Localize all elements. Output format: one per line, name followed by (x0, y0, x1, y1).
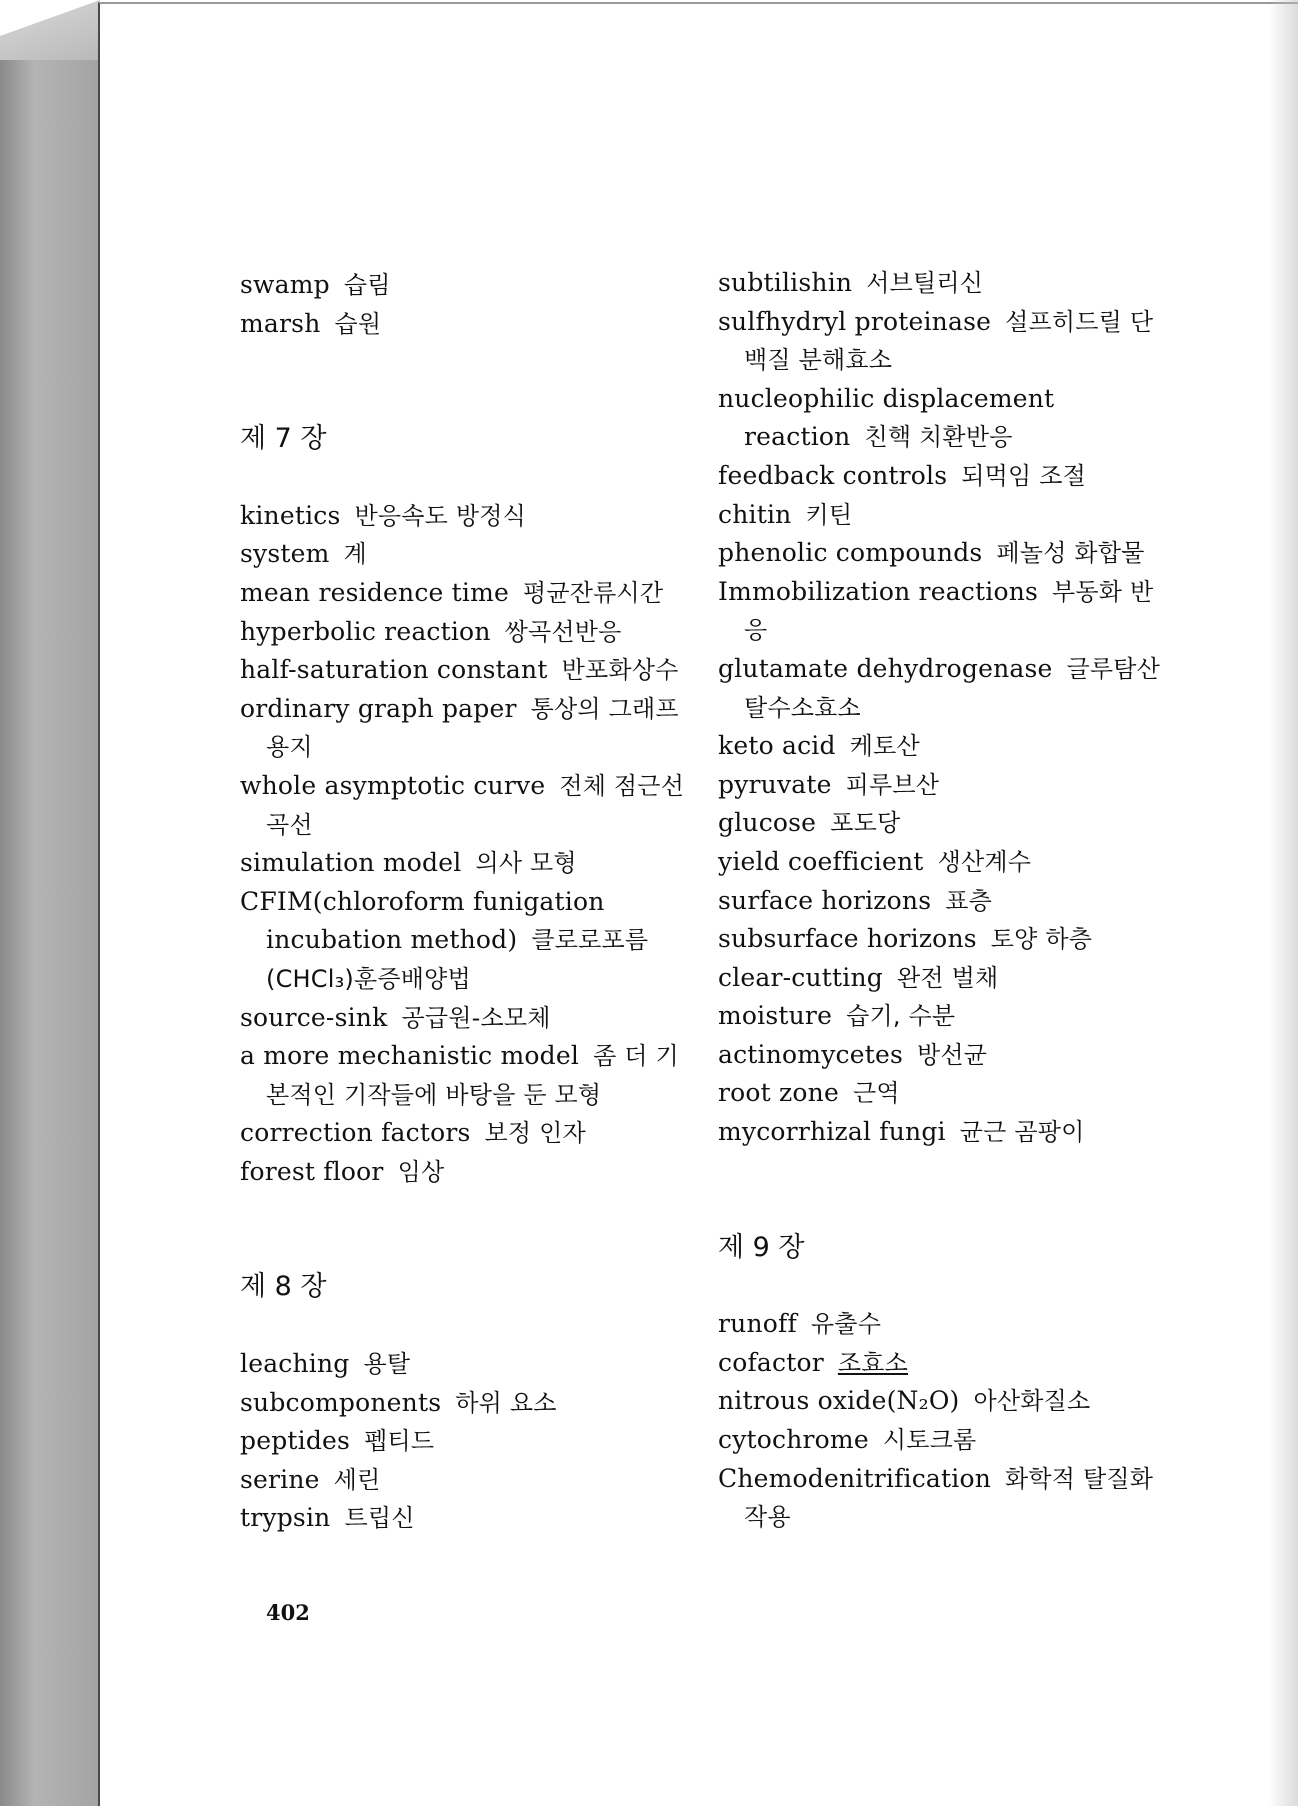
translation: 펩티드 (364, 1427, 435, 1456)
term: Immobilization reactions (718, 576, 1039, 606)
glossary-entry (718, 766, 1168, 805)
glossary-entry (718, 650, 1168, 727)
term: cytochrome (718, 1425, 869, 1455)
translation: 용탈 (363, 1350, 411, 1379)
term: correction factors (240, 1118, 471, 1148)
translation: 균근 곰팡이 (959, 1118, 1085, 1147)
glossary-entry (718, 264, 1168, 303)
term: CFIM(chloroform funigation incubation method) (240, 886, 605, 955)
translation: 키틴 (805, 500, 853, 529)
translation: 생산계수 (937, 847, 1032, 876)
term: mean residence time (240, 577, 510, 607)
term: Chemodenitrification (718, 1463, 992, 1493)
glossary-entry (718, 920, 1168, 959)
translation: 반응속도 방정식 (354, 501, 527, 530)
term: marsh (240, 308, 321, 338)
glossary-entry (718, 997, 1168, 1036)
translation: 완전 벌채 (897, 963, 999, 992)
term: pyruvate (718, 769, 832, 799)
translation: 되먹임 조절 (961, 461, 1087, 490)
glossary-entry (718, 1344, 1168, 1383)
glossary-entry (718, 1421, 1168, 1460)
glossary-entry (240, 266, 685, 305)
term: leaching (240, 1349, 350, 1379)
translation: 평균잔류시간 (523, 578, 664, 607)
chapter-heading: 제 8 장 (240, 1271, 327, 1303)
translation: 표층 (945, 886, 993, 915)
glossary-entry (718, 380, 1168, 457)
term: swamp (240, 270, 330, 299)
translation: 토양 하층 (990, 925, 1093, 954)
glossary-entry (240, 1037, 685, 1114)
term: actinomycetes (718, 1039, 903, 1069)
book-spine (0, 50, 98, 1806)
term: chitin (718, 499, 792, 529)
translation: 화학적 탈질화 작용 (744, 1464, 1154, 1532)
translation: 방선균 (917, 1040, 988, 1069)
term: glutamate dehydrogenase (718, 653, 1053, 683)
term: a more mechanistic model (240, 1041, 580, 1071)
translation: 유출수 (810, 1310, 882, 1339)
spacer (718, 1152, 1168, 1229)
glossary-entry (240, 305, 685, 344)
term: glucose (718, 808, 817, 838)
term: root zone (718, 1078, 839, 1108)
translation: 클로로포름 (CHCl₃)훈증배양법 (266, 926, 649, 993)
glossary-entry (240, 844, 685, 883)
term: peptides (240, 1426, 351, 1456)
translation: 공급원-소모체 (401, 1003, 551, 1032)
translation: 임상 (397, 1157, 445, 1186)
term: forest floor (240, 1156, 384, 1186)
glossary-entry (240, 1345, 685, 1384)
term: nucleophilic displacement reaction (718, 383, 1055, 452)
term: source-sink (240, 1002, 388, 1032)
page-number: 402 (266, 1600, 310, 1625)
chapter-heading: 제 9 장 (718, 1231, 805, 1263)
glossary-entry (240, 1384, 685, 1423)
term: subsurface horizons (718, 924, 977, 954)
term: keto acid (718, 731, 836, 761)
term: system (240, 539, 330, 569)
glossary-entry (240, 1153, 685, 1192)
glossary-entry (718, 496, 1168, 535)
spacer (240, 343, 685, 420)
translation: 조효소 (837, 1348, 909, 1377)
glossary-entry (240, 1461, 685, 1500)
translation: 쌍곡선반응 (504, 617, 622, 646)
term: runoff (718, 1309, 797, 1339)
term: surface horizons (718, 885, 932, 915)
spacer (240, 459, 685, 497)
translation: 습기, 수분 (846, 1002, 956, 1031)
glossary-entry (240, 535, 685, 574)
translation: 글루탐산 탈수소효소 (744, 654, 1161, 722)
translation: 보정 인자 (484, 1119, 586, 1148)
glossary-entry (718, 457, 1168, 496)
glossary-entry (718, 843, 1168, 882)
chapter-heading: 제 7 장 (240, 423, 327, 455)
translation: 케토산 (849, 732, 920, 761)
glossary-entry (718, 303, 1168, 380)
glossary-entry (718, 727, 1168, 766)
translation: 포도당 (830, 809, 901, 838)
term: sulfhydryl proteinase (718, 306, 992, 336)
term: moisture (718, 1001, 833, 1031)
translation: 시토크롬 (882, 1426, 977, 1455)
term: half-saturation constant (240, 655, 548, 685)
glossary-entry (718, 1305, 1168, 1344)
term: serine (240, 1464, 320, 1494)
translation: 반포화상수 (561, 656, 679, 685)
page-edge-shadow (1268, 0, 1298, 1806)
glossary-entry (718, 1382, 1168, 1421)
glossary-entry (240, 1114, 685, 1153)
glossary-entry (718, 804, 1168, 843)
term: feedback controls (718, 460, 948, 490)
translation: 페놀성 화합물 (996, 539, 1145, 568)
glossary-entry (240, 497, 685, 536)
glossary-entry (240, 613, 685, 652)
translation: 습림 (343, 271, 391, 299)
translation: 의사 모형 (475, 849, 577, 878)
translation: 전체 점근선 곡선 (266, 771, 685, 839)
term: clear-cutting (718, 962, 883, 992)
translation: 아산화질소 (973, 1387, 1091, 1416)
term: subtilishin (718, 268, 853, 297)
term: nitrous oxide(N₂O) (718, 1386, 960, 1416)
translation: 통상의 그래프 용지 (266, 694, 679, 762)
translation: 습원 (334, 309, 382, 338)
term: phenolic compounds (718, 538, 983, 568)
glossary-entry (718, 1113, 1168, 1152)
glossary-entry (718, 882, 1168, 921)
glossary-entry (240, 574, 685, 613)
translation: 서브틸리신 (866, 269, 984, 297)
translation: 좀 더 기본적인 기작들에 바탕을 둔 모형 (266, 1042, 679, 1109)
spacer (240, 1307, 685, 1345)
term: hyperbolic reaction (240, 616, 491, 646)
term: mycorrhizal fungi (718, 1117, 946, 1147)
translation: 근역 (852, 1079, 900, 1108)
glossary-entry (240, 883, 685, 999)
book-spine-top (0, 0, 100, 60)
term: ordinary graph paper (240, 693, 517, 723)
right-column (718, 264, 1168, 1537)
glossary-entry (240, 651, 685, 690)
term: cofactor (718, 1347, 824, 1377)
term: trypsin (240, 1503, 331, 1533)
glossary-entry (240, 767, 685, 844)
glossary-entry (718, 573, 1168, 650)
translation: 피루브산 (845, 770, 940, 799)
glossary-entry (240, 1499, 685, 1538)
glossary-entry (240, 690, 685, 767)
translation: 계 (343, 540, 367, 569)
spacer (240, 1191, 685, 1268)
translation: 친핵 치환반응 (864, 423, 1013, 452)
glossary-entry (240, 999, 685, 1038)
term: whole asymptotic curve (240, 770, 546, 800)
term: kinetics (240, 500, 341, 530)
translation: 하위 요소 (455, 1388, 557, 1417)
translation: 부동화 반응 (744, 577, 1154, 645)
spacer (718, 1267, 1168, 1305)
term: simulation model (240, 848, 462, 878)
glossary-entry (718, 1460, 1168, 1537)
glossary-entry (240, 1422, 685, 1461)
glossary-entry (718, 534, 1168, 573)
term: yield coefficient (718, 846, 924, 876)
glossary-entry (718, 1036, 1168, 1075)
left-column (240, 266, 685, 1538)
translation: 세린 (333, 1465, 381, 1494)
glossary-entry (718, 1074, 1168, 1113)
term: subcomponents (240, 1387, 442, 1417)
translation: 트립신 (344, 1504, 415, 1533)
translation: 설프히드릴 단백질 분해효소 (744, 307, 1154, 375)
glossary-entry (718, 959, 1168, 998)
